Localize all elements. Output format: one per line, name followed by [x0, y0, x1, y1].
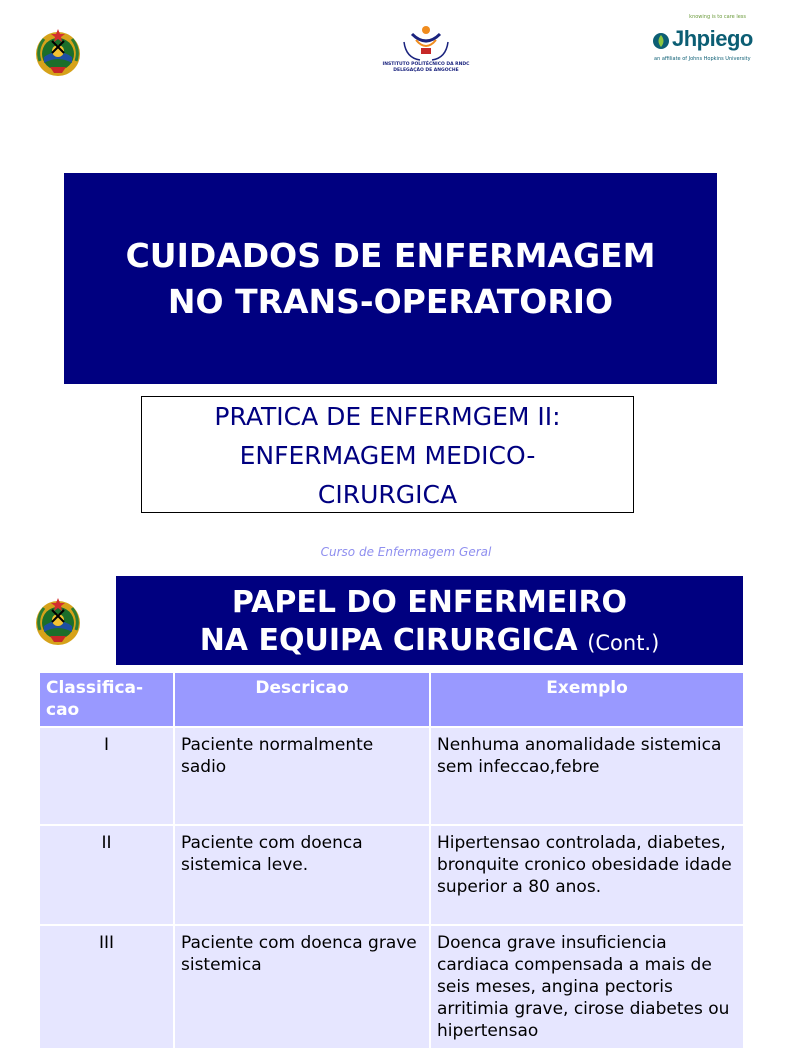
jhpiego-affiliation: an affiliate of Johns Hopkins University: [654, 56, 751, 62]
subtitle-line-1: PRATICA DE ENFERMGEM II:: [214, 402, 561, 431]
header-classificacao: Classifica-cao: [39, 672, 174, 727]
cell-classification: III: [39, 925, 174, 1049]
jhpiego-leaf-icon: [652, 32, 670, 50]
mozambique-emblem-icon: [32, 596, 84, 648]
subtitle-box: [141, 396, 634, 513]
cell-classification: II: [39, 825, 174, 925]
table-row: [39, 825, 744, 925]
header-descricao: Descricao: [174, 672, 430, 727]
subtitle-line-2: ENFERMAGEM MEDICO-: [239, 441, 536, 470]
slide-2-title-line-1: PAPEL DO ENFERMEIRO: [231, 585, 628, 620]
table-header-row: [39, 672, 744, 727]
jhpiego-name: Jhpiego: [672, 26, 753, 51]
cell-classification: I: [39, 727, 174, 825]
cell-example: Doenca grave insuficiencia cardiaca compensada a mais de seis meses, angina pectoris arritimia grave, cirose diabetes ou hipertensao: [430, 925, 744, 1049]
institute-name: INSTITUTO POLITÉCNICO DA RNDC: [382, 62, 470, 67]
slide-2-title-line-2-main: NA EQUIPA CIRURGICA: [199, 623, 578, 658]
subtitle-line-3: CIRURGICA: [317, 480, 458, 509]
jhpiego-logo: [648, 14, 752, 66]
cell-description: Paciente normalmente sadio: [174, 727, 430, 825]
slide-1-title-box: [64, 173, 717, 384]
slide-2-title-box: [116, 576, 743, 665]
title-line-1: CUIDADOS DE ENFERMAGEM: [125, 235, 656, 275]
cell-description: Paciente com doenca grave sistemica: [174, 925, 430, 1049]
jhpiego-tagline: knowing is to care less: [689, 14, 746, 20]
title-line-2: NO TRANS-OPERATORIO: [167, 281, 614, 321]
header-exemplo: Exemplo: [430, 672, 744, 727]
institute-logo: [376, 24, 476, 76]
institute-emblem-icon: [394, 24, 458, 62]
mozambique-emblem-icon: [32, 27, 84, 79]
classification-table: [38, 671, 745, 1050]
table-row: [39, 925, 744, 1049]
cell-description: Paciente com doenca sistemica leve.: [174, 825, 430, 925]
table-row: [39, 727, 744, 825]
slide-2-title-line-2: [116, 623, 743, 661]
cell-example: Nenhuma anomalidade sistemica sem infeccao,febre: [430, 727, 744, 825]
institute-delegation: DELEGAÇÃO DE ANGOCHE: [393, 68, 459, 73]
course-text: Curso de Enfermagem Geral: [320, 545, 492, 559]
cell-example: Hipertensao controlada, diabetes, bronquite cronico obesidade idade superior a 80 anos.: [430, 825, 744, 925]
course-label: [0, 545, 812, 559]
slide-2-title-cont: (Cont.): [587, 631, 660, 655]
